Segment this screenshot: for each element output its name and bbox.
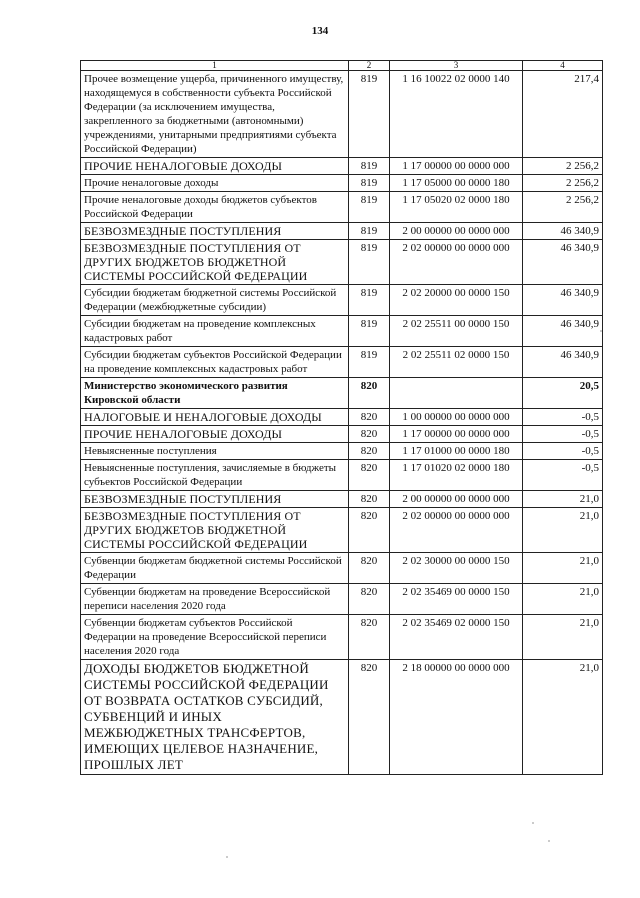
row-amount-cell: 46 340,9 — [523, 316, 603, 347]
table-row — [81, 158, 603, 175]
row-amount-cell: 21,0 — [523, 508, 603, 553]
row-amount-cell: 46 340,9 — [523, 240, 603, 285]
table-row — [81, 426, 603, 443]
table-header-row — [81, 61, 603, 71]
row-name-cell: Субвенции бюджетам на проведение Всероссийской переписи населения 2020 года — [81, 584, 349, 615]
table-body — [81, 71, 603, 775]
row-name-cell: БЕЗВОЗМЕЗДНЫЕ ПОСТУПЛЕНИЯ ОТ ДРУГИХ БЮДЖЕТОВ БЮДЖЕТНОЙ СИСТЕМЫ РОССИЙСКОЙ ФЕДЕРАЦИИ — [81, 240, 349, 285]
table-row — [81, 316, 603, 347]
row-amount-cell: 20,5 — [523, 378, 603, 409]
table-row — [81, 584, 603, 615]
row-code-cell: 2 00 00000 00 0000 000 — [390, 491, 523, 508]
row-code-cell: 1 00 00000 00 0000 000 — [390, 409, 523, 426]
row-admin-cell: 819 — [349, 240, 390, 285]
row-name-cell: Министерство экономического развития Кировской области — [81, 378, 349, 409]
row-name-cell: Прочие неналоговые доходы — [81, 175, 349, 192]
table-row — [81, 347, 603, 378]
row-amount-cell: 46 340,9 — [523, 347, 603, 378]
row-admin-cell: 819 — [349, 223, 390, 240]
row-code-cell: 1 17 05000 00 0000 180 — [390, 175, 523, 192]
table-row — [81, 192, 603, 223]
row-name-cell: Невыясненные поступления, зачисляемые в бюджеты субъектов Российской Федерации — [81, 460, 349, 491]
row-code-cell: 2 00 00000 00 0000 000 — [390, 223, 523, 240]
row-name-cell: ДОХОДЫ БЮДЖЕТОВ БЮДЖЕТНОЙ СИСТЕМЫ РОССИЙСКОЙ ФЕДЕРАЦИИ ОТ ВОЗВРАТА ОСТАТКОВ СУБСИДИЙ, СУБВЕНЦИЙ И ИНЫХ МЕЖБЮДЖЕТНЫХ ТРАНСФЕРТОВ, ИМЕЮЩИХ ЦЕЛЕВОЕ НАЗНАЧЕНИЕ, ПРОШЛЫХ ЛЕТ — [81, 660, 349, 775]
row-amount-cell: 2 256,2 — [523, 192, 603, 223]
row-code-cell: 1 16 10022 02 0000 140 — [390, 71, 523, 158]
row-name-cell: Невыясненные поступления — [81, 443, 349, 460]
scan-speck — [532, 822, 534, 824]
row-amount-cell: -0,5 — [523, 443, 603, 460]
row-name-cell: Субсидии бюджетам на проведение комплексных кадастровых работ — [81, 316, 349, 347]
row-code-cell: 2 02 20000 00 0000 150 — [390, 285, 523, 316]
table-row — [81, 443, 603, 460]
row-code-cell: 2 02 25511 00 0000 150 — [390, 316, 523, 347]
table-row — [81, 240, 603, 285]
row-admin-cell: 820 — [349, 508, 390, 553]
table-row — [81, 615, 603, 660]
row-amount-cell: 46 340,9 — [523, 223, 603, 240]
row-admin-cell: 819 — [349, 192, 390, 223]
row-code-cell: 1 17 01000 00 0000 180 — [390, 443, 523, 460]
row-amount-cell: 21,0 — [523, 660, 603, 775]
table-row — [81, 71, 603, 158]
row-code-cell: 2 02 35469 02 0000 150 — [390, 615, 523, 660]
table-row — [81, 491, 603, 508]
column-header-name: 1 — [81, 61, 349, 71]
row-admin-cell: 820 — [349, 553, 390, 584]
table-row — [81, 285, 603, 316]
row-code-cell: 2 02 00000 00 0000 000 — [390, 508, 523, 553]
column-header-amount: 4 — [523, 61, 603, 71]
row-amount-cell: 21,0 — [523, 491, 603, 508]
row-admin-cell: 819 — [349, 158, 390, 175]
row-admin-cell: 820 — [349, 491, 390, 508]
row-admin-cell: 820 — [349, 409, 390, 426]
row-amount-cell: 46 340,9 — [523, 285, 603, 316]
page-number: 134 — [311, 25, 329, 37]
row-amount-cell: 2 256,2 — [523, 175, 603, 192]
column-header-admin: 2 — [349, 61, 390, 71]
row-name-cell: Прочее возмещение ущерба, причиненного имуществу, находящемуся в собственности субъекта Российской Федерации (за исключением имущества, закрепленного за бюджетными (автономными) учреждениями, унитарными предприятиями субъекта Российской Федерации) — [81, 71, 349, 158]
row-amount-cell: 21,0 — [523, 584, 603, 615]
column-header-code: 3 — [390, 61, 523, 71]
row-code-cell: 2 18 00000 00 0000 000 — [390, 660, 523, 775]
row-code-cell: 2 02 35469 00 0000 150 — [390, 584, 523, 615]
row-code-cell: 2 02 00000 00 0000 000 — [390, 240, 523, 285]
row-admin-cell: 819 — [349, 316, 390, 347]
row-admin-cell: 819 — [349, 71, 390, 158]
row-amount-cell: 21,0 — [523, 615, 603, 660]
row-admin-cell: 820 — [349, 584, 390, 615]
table-row — [81, 660, 603, 775]
row-name-cell: ПРОЧИЕ НЕНАЛОГОВЫЕ ДОХОДЫ — [81, 426, 349, 443]
table-row — [81, 409, 603, 426]
row-code-cell: 1 17 00000 00 0000 000 — [390, 426, 523, 443]
row-amount-cell: 217,4 — [523, 71, 603, 158]
revenue-table — [80, 60, 603, 775]
row-name-cell: БЕЗВОЗМЕЗДНЫЕ ПОСТУПЛЕНИЯ — [81, 491, 349, 508]
row-name-cell: БЕЗВОЗМЕЗДНЫЕ ПОСТУПЛЕНИЯ — [81, 223, 349, 240]
table-row — [81, 175, 603, 192]
row-admin-cell: 819 — [349, 175, 390, 192]
row-code-cell: 1 17 01020 02 0000 180 — [390, 460, 523, 491]
table-row — [81, 553, 603, 584]
row-amount-cell: -0,5 — [523, 409, 603, 426]
row-amount-cell: 2 256,2 — [523, 158, 603, 175]
row-code-cell: 2 02 30000 00 0000 150 — [390, 553, 523, 584]
row-name-cell: Субсидии бюджетам бюджетной системы Российской Федерации (межбюджетные субсидии) — [81, 285, 349, 316]
row-admin-cell: 819 — [349, 285, 390, 316]
table-row — [81, 460, 603, 491]
row-admin-cell: 820 — [349, 660, 390, 775]
row-admin-cell: 820 — [349, 378, 390, 409]
row-name-cell: БЕЗВОЗМЕЗДНЫЕ ПОСТУПЛЕНИЯ ОТ ДРУГИХ БЮДЖЕТОВ БЮДЖЕТНОЙ СИСТЕМЫ РОССИЙСКОЙ ФЕДЕРАЦИИ — [81, 508, 349, 553]
row-name-cell: ПРОЧИЕ НЕНАЛОГОВЫЕ ДОХОДЫ — [81, 158, 349, 175]
row-code-cell: 1 17 05020 02 0000 180 — [390, 192, 523, 223]
row-admin-cell: 820 — [349, 460, 390, 491]
row-code-cell: 1 17 00000 00 0000 000 — [390, 158, 523, 175]
row-amount-cell: -0,5 — [523, 426, 603, 443]
row-admin-cell: 820 — [349, 443, 390, 460]
row-amount-cell: -0,5 — [523, 460, 603, 491]
scan-speck — [600, 330, 602, 332]
row-admin-cell: 820 — [349, 615, 390, 660]
scan-speck — [548, 840, 550, 842]
row-amount-cell: 21,0 — [523, 553, 603, 584]
row-admin-cell: 819 — [349, 347, 390, 378]
row-admin-cell: 820 — [349, 426, 390, 443]
scan-speck — [226, 856, 228, 858]
table-row — [81, 223, 603, 240]
table-row — [81, 508, 603, 553]
row-name-cell: Субвенции бюджетам бюджетной системы Российской Федерации — [81, 553, 349, 584]
row-code-cell: 2 02 25511 02 0000 150 — [390, 347, 523, 378]
row-name-cell: НАЛОГОВЫЕ И НЕНАЛОГОВЫЕ ДОХОДЫ — [81, 409, 349, 426]
row-name-cell: Субвенции бюджетам субъектов Российской Федерации на проведение Всероссийской переписи населения 2020 года — [81, 615, 349, 660]
row-name-cell: Прочие неналоговые доходы бюджетов субъектов Российской Федерации — [81, 192, 349, 223]
table-row — [81, 378, 603, 409]
row-code-cell — [390, 378, 523, 409]
row-name-cell: Субсидии бюджетам субъектов Российской Федерации на проведение комплексных кадастровых работ — [81, 347, 349, 378]
